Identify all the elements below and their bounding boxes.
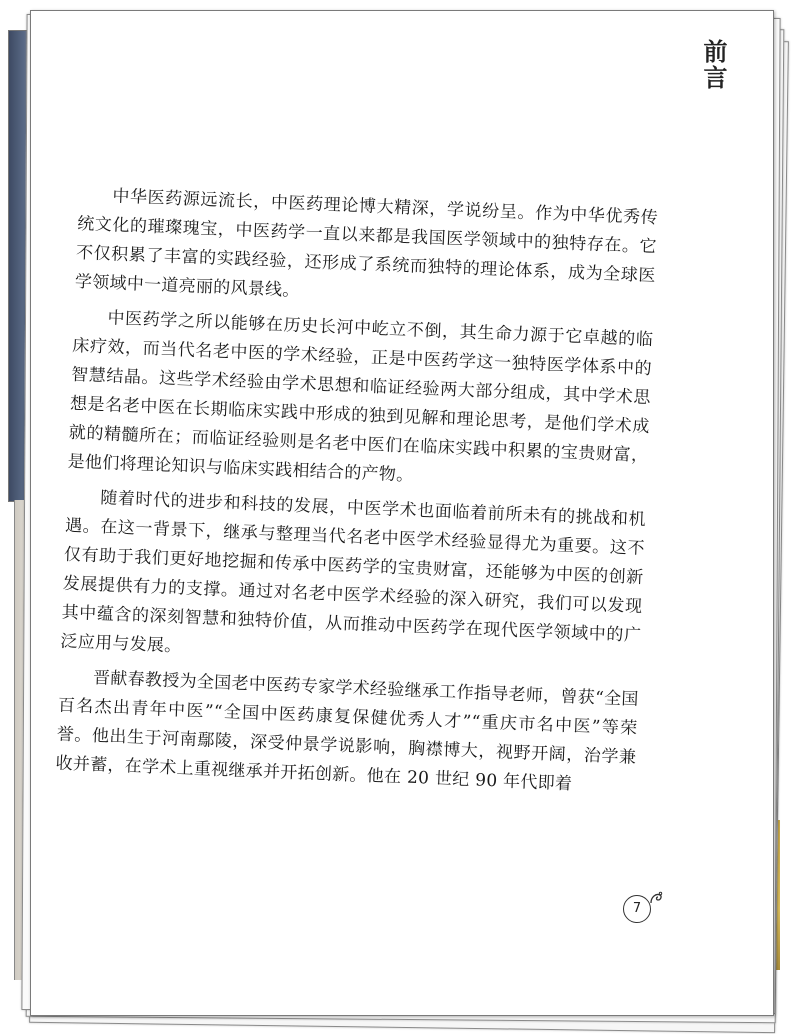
paragraph-1: 中华医药源远流长，中医药理论博大精深，学说纷呈。作为中华优秀传统文化的璀璨瑰宝，中医药学一直以来都是我国医学领域中的独特存在。它不仅积累了丰富的实践经验，还形成了系统而独特的理论体系，成为全球医学领域中一道亮丽的风景线。: [74, 186, 659, 301]
page-title: 前言: [699, 39, 728, 91]
paragraph-3: 随着时代的进步和科技的发展，中医学术也面临着前所未有的挑战和机遇。在这一背景下，继承与整理当代名老中医学术经验显得尤为重要。这不仅有助于我们更好地挖掘和传承中医药学的宝贵财富，还能够为中医的创新发展提供有力的支撑。通过对名老中医学术经验的深入研究，我们可以发现其中蕴含的深刻智慧和独特价值，从而推动中医药学在现代医学领域中的广泛应用与发展。: [60, 488, 647, 657]
swirl-icon: [649, 891, 663, 905]
book-page: [30, 10, 774, 1016]
page-number-block: [623, 891, 663, 927]
body-text: [55, 181, 659, 808]
page-number: 7: [623, 895, 651, 923]
paragraph-4: 晋献春教授为全国老中医药专家学术经验继承工作指导老师，曾获“全国百名杰出青年中医”“全国中医药康复保健优秀人才”“重庆市名中医”等荣誉。他出生于河南鄢陵，深受仲景学说影响，胸襟博大，视野开阔，治学兼收并蓄，在学术上重视继承并开拓创新。他在 20 世纪 90 年代即着: [55, 667, 640, 795]
paragraph-2: 中医药学之所以能够在历史长河中屹立不倒，其生命力源于它卓越的临床疗效，而当代名老中医的学术经验，正是中医药学这一独特医学体系中的智慧结晶。这些学术经验由学术思想和临证经验两大部分组成，其中学术思想是名老中医在长期临床实践中形成的独到见解和理论思考，是他们学术成就的精髓所在；而临证经验则是名老中医们在临床实践中积累的宝贵财富，是他们将理论知识与临床实践相结合的产物。: [67, 308, 654, 486]
